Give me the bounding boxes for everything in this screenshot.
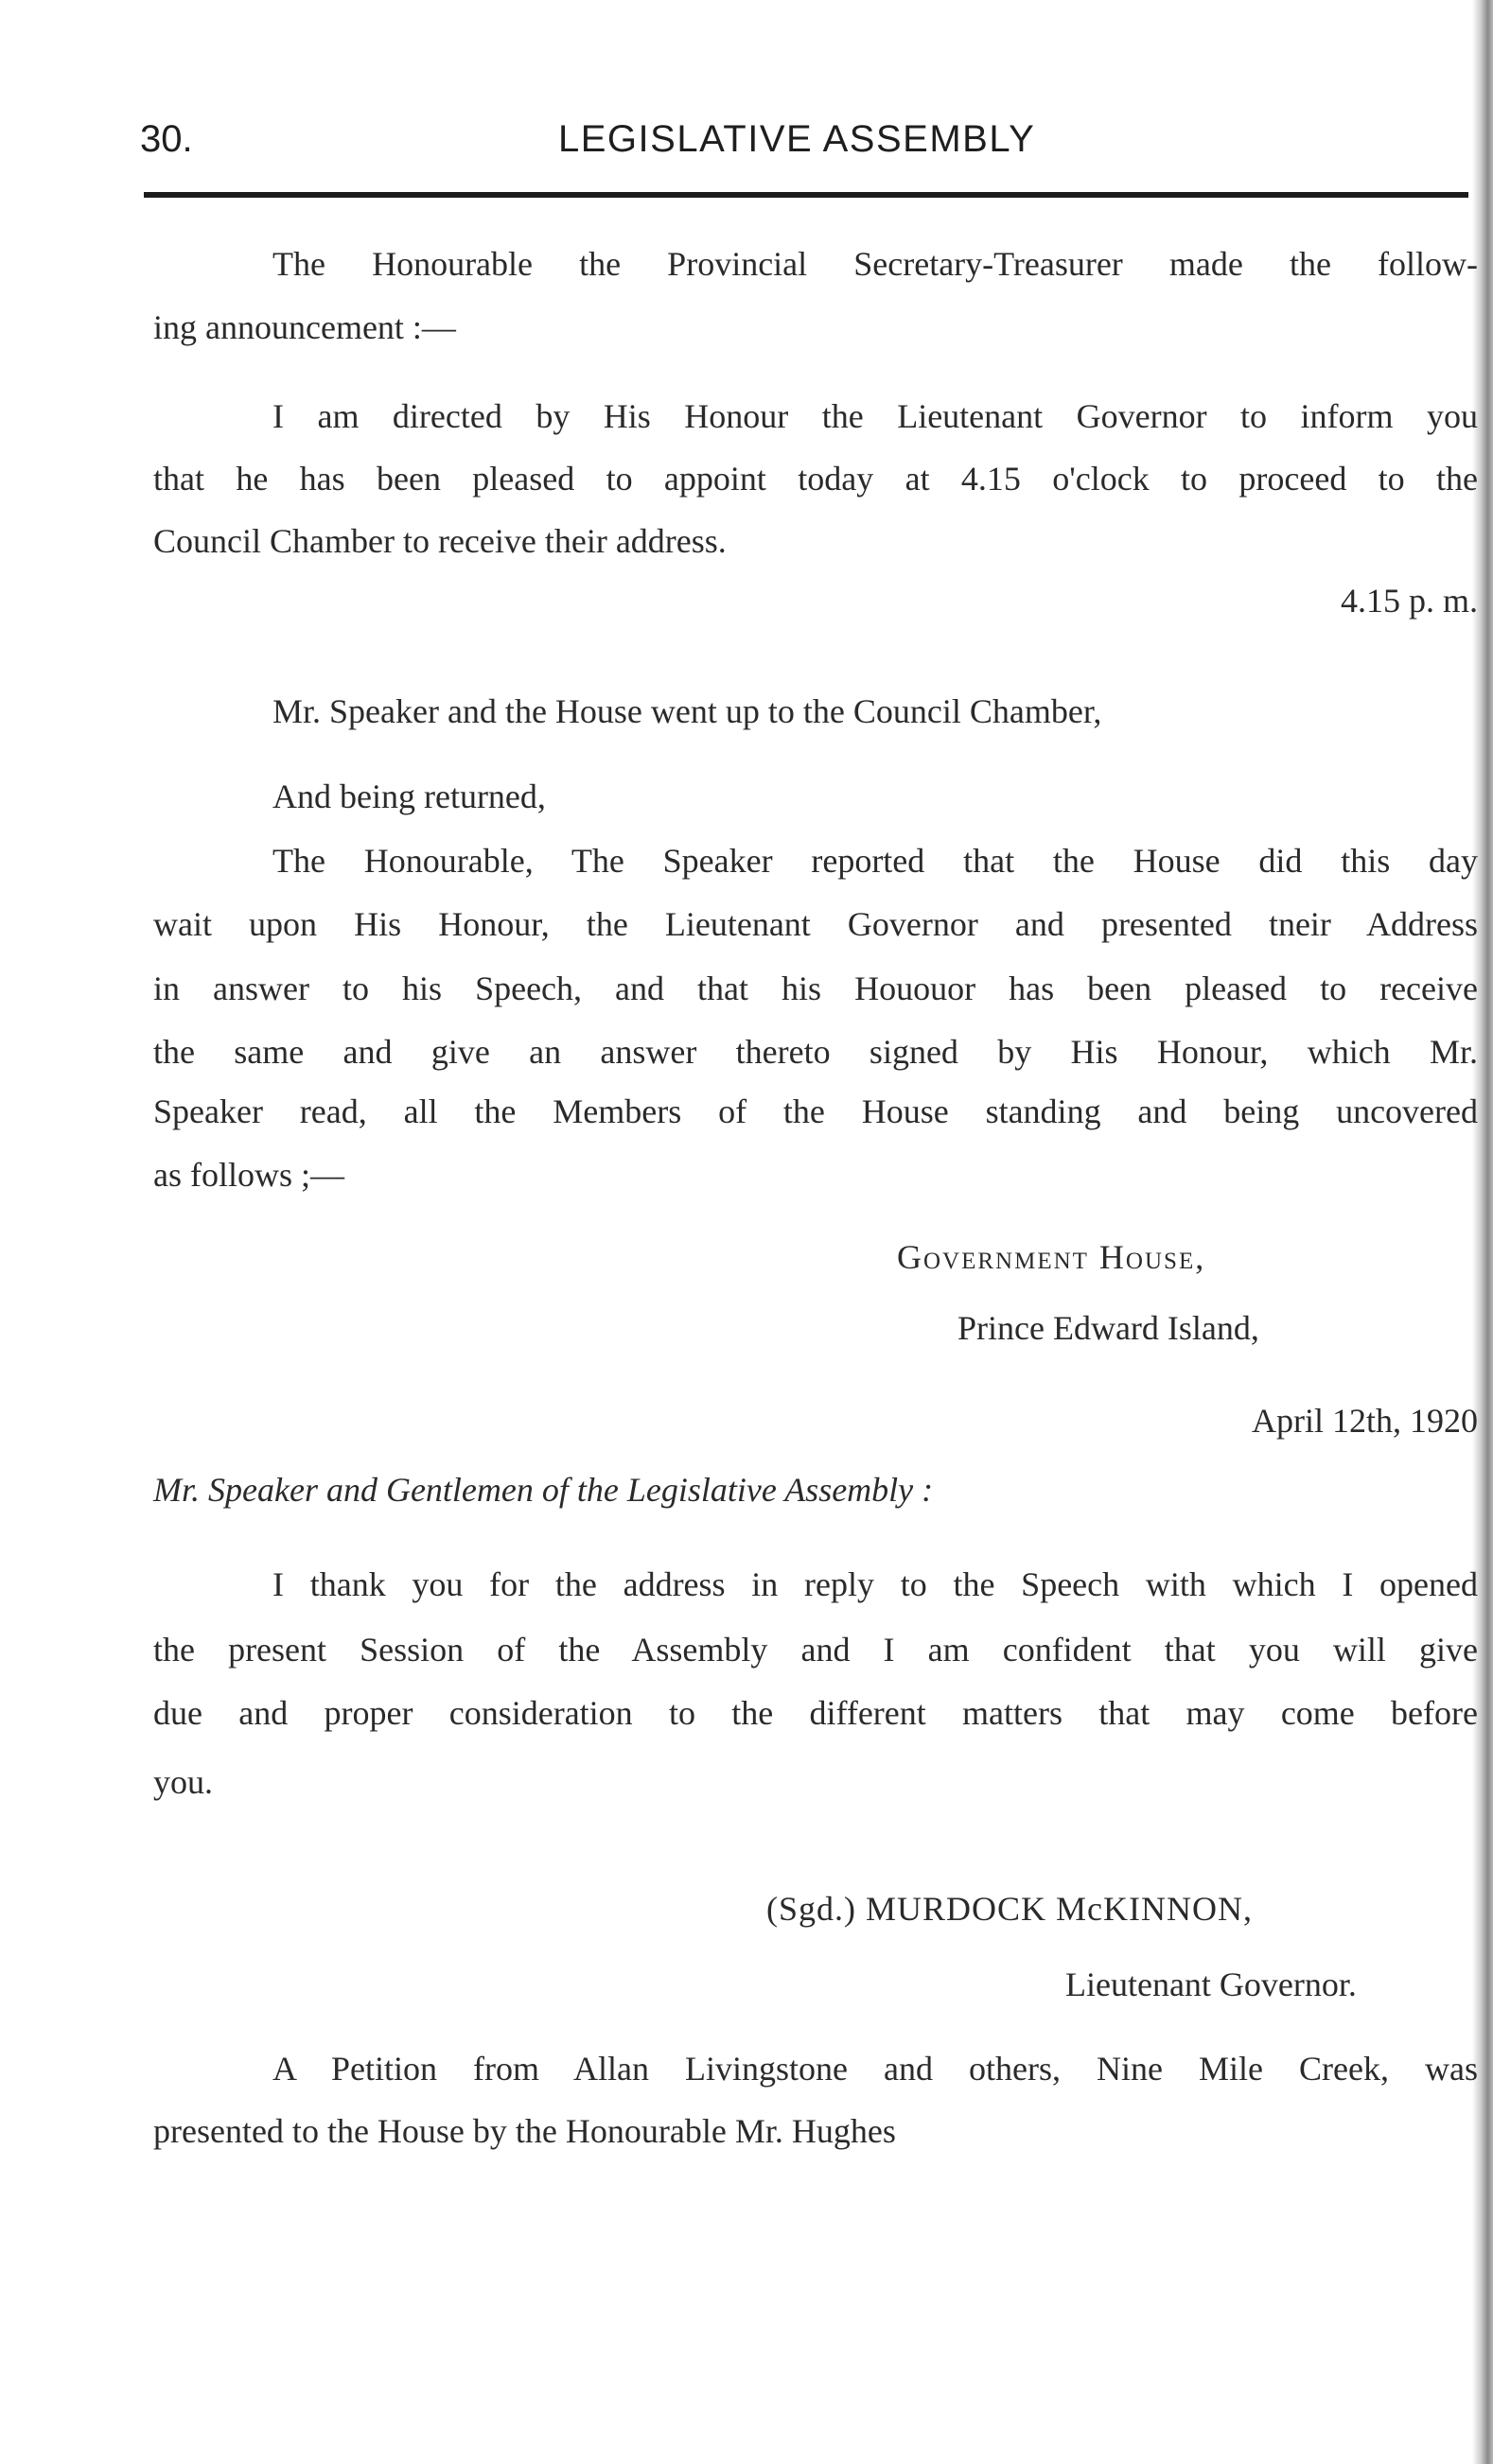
reply-body-line: I thank you for the address in reply to the Speech with which I opened — [272, 1565, 1478, 1603]
report-line: in answer to his Speech, and that his Hououor has been pleased to receive — [153, 970, 1478, 1007]
time-marker: 4.15 p. m. — [1340, 582, 1478, 620]
signature-title: Lieutenant Governor. — [1065, 1966, 1357, 2003]
place-line-2: Prince Edward Island, — [957, 1309, 1259, 1347]
signature: (Sgd.) MURDOCK McKINNON, — [766, 1890, 1253, 1928]
page-number: 30. — [140, 118, 193, 160]
report-line: The Honourable, The Speaker reported that the House did this day — [272, 842, 1478, 880]
returned-line: And being returned, — [272, 778, 546, 815]
reply-body-line: the present Session of the Assembly and I am confident that you will give — [153, 1631, 1478, 1669]
announcement-line-1: The Honourable the Provincial Secretary-Treasurer made the follow- — [272, 245, 1478, 283]
reply-date: April 12th, 1920 — [1252, 1402, 1478, 1440]
page-edge — [1472, 0, 1493, 2464]
went-up-line: Mr. Speaker and the House went up to the Council Chamber, — [272, 692, 1102, 730]
report-line: the same and give an answer thereto signed by His Honour, which Mr. — [153, 1033, 1478, 1071]
reply-body-line: you. — [153, 1763, 213, 1801]
petition-line-1: A Petition from Allan Livingstone and others, Nine Mile Creek, was — [272, 2050, 1478, 2088]
message-line-1: I am directed by His Honour the Lieutenant Governor to inform you — [272, 397, 1478, 435]
running-header: LEGISLATIVE ASSEMBLY — [558, 118, 1036, 160]
place-line-1: Government House, — [897, 1238, 1206, 1276]
reply-body-line: due and proper consideration to the different matters that may come before — [153, 1694, 1478, 1732]
report-line: wait upon His Honour, the Lieutenant Governor and presented tneir Address — [153, 905, 1478, 943]
message-line-3: Council Chamber to receive their address. — [153, 522, 727, 560]
message-line-2: that he has been pleased to appoint today at 4.15 o'clock to proceed to the — [153, 460, 1478, 498]
salutation: Mr. Speaker and Gentlemen of the Legislative Assembly : — [153, 1471, 934, 1509]
announcement-line-2: ing announcement :— — [153, 308, 456, 346]
report-line: as follows ;— — [153, 1156, 344, 1194]
petition-line-2: presented to the House by the Honourable Mr. Hughes — [153, 2112, 896, 2150]
report-line: Speaker read, all the Members of the House standing and being uncovered — [153, 1092, 1478, 1130]
header-rule — [144, 192, 1468, 198]
